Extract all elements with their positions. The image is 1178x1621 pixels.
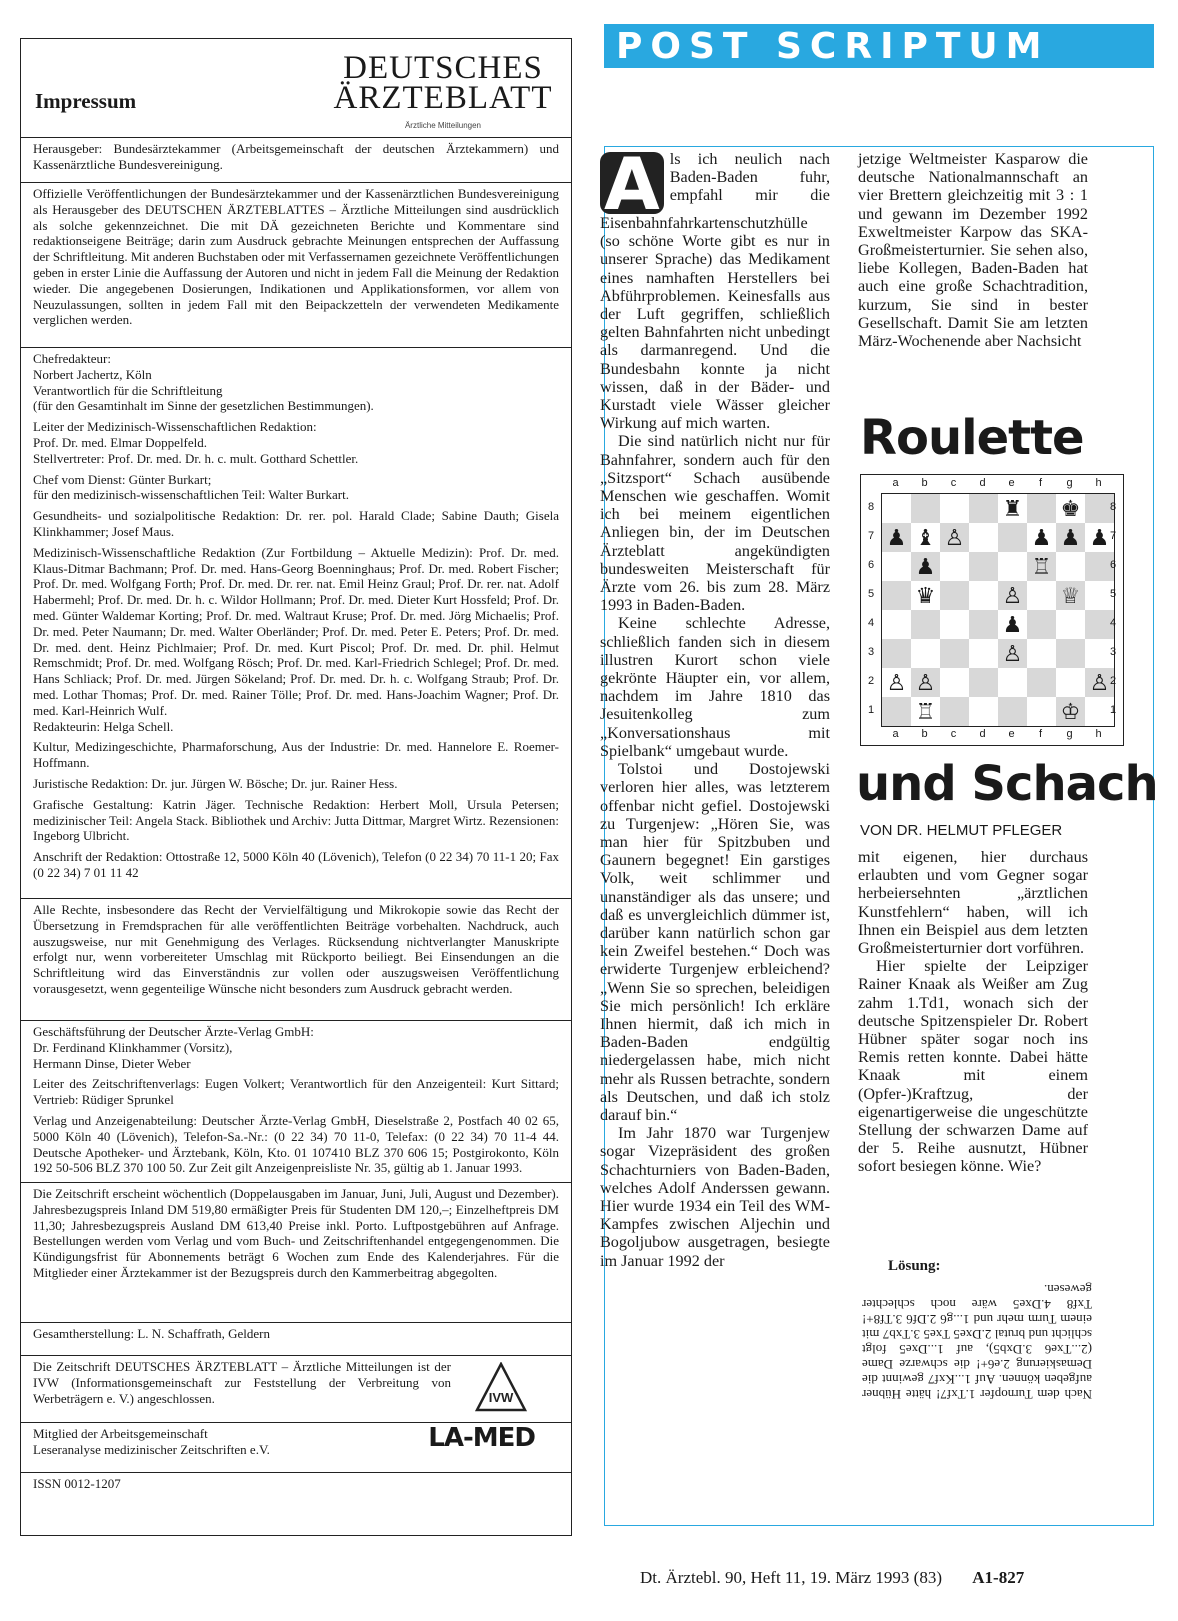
- square-e8: ♜: [998, 494, 1027, 523]
- square-g2: [1056, 668, 1085, 697]
- square-b8: [911, 494, 940, 523]
- management-text: Geschäftsführung der Deutscher Ärzte-Verlag GmbH: Dr. Ferdinand Klinkhammer (Vorsitz), Hermann Dinse, Dieter Weber: [33, 1024, 314, 1071]
- headline-und-schach: und Schach: [856, 756, 1158, 812]
- square-e7: [998, 523, 1027, 552]
- rank-label: 5: [1109, 588, 1117, 600]
- issn-text: ISSN 0012-1207: [33, 1476, 121, 1491]
- graphics-text: Grafische Gestaltung: Katrin Jäger. Technische Redaktion: Herbert Moll, Ursula Petersen; medizinischer Teil: Angela Stack. Bibliothek und Archiv: Jutta Dittmar, Margret Wirtz. Rezensionen: Ingeborg Ulbricht.: [33, 796, 559, 844]
- file-label: g: [1066, 477, 1073, 489]
- article-paragraph-7: mit eigenen, hier durchaus erlaubten und vom Gegner sogar herbeiersehnten „ärztlichen Kunstfehlern“ haben, will ich Ihnen ein Beispiel aus dem letzten Großmeisterturnier dort vorführen.: [858, 848, 1088, 958]
- lamed-section: [21, 1422, 571, 1472]
- square-g5: ♕: [1056, 581, 1085, 610]
- square-b7: ♝: [911, 523, 940, 552]
- square-b4: [911, 610, 940, 639]
- publisher-section: [21, 137, 571, 182]
- file-label: d: [979, 477, 986, 489]
- masthead-line2: ÄRZTEBLATT: [333, 80, 553, 116]
- square-e6: [998, 552, 1027, 581]
- file-label: h: [1095, 477, 1102, 489]
- chess-diagram: [860, 474, 1124, 746]
- rank-label: 7: [1109, 530, 1117, 542]
- file-label: c: [950, 728, 957, 740]
- square-e5: ♙: [998, 581, 1027, 610]
- rights-text: Alle Rechte, insbesondere das Recht der Vervielfältigung und Mikrokopie sowie das Recht der Übersetzung in Fremdsprachen für alle veröffentlichten Beiträge vorbehalten. Nachdruck, auch auszugsweise, nur mit Genehmigung des Verlages. Rücksendung nichtverlangter Manuskripte erfolgt nur, wenn vorbereiteter Umschlag mit Rückporto beiliegt. Bei Einsendungen an die Schriftleitung wird das Einverständnis zur vollen oder auszugsweisen Veröffentlichung vorausgesetzt, wenn gegenteilige Wünsche nicht besonders zum Ausdruck gebracht werden.: [33, 902, 559, 996]
- article-paragraph-1: A ls ich neulich nach Baden-Baden fuhr, empfahl mir die Eisenbahnfahrkartenschutzhülle (so schöne Worte gibt es nur in unserer Sprache) das Medikament eines namhaften Herstellers bei Abführproblemen. Keinesfalls aus der Luft gegriffen, schließlich gelten Bahnfahrten nicht unbedingt als darmanregend. Und die Bundesbahn konnte ja nicht wissen, daß in der Bäder- und Kurstadt viele Wässer gleicher Wirkung auf mich warten.: [600, 142, 830, 433]
- square-d1: [969, 697, 998, 726]
- svg-text:IVW: IVW: [488, 1390, 514, 1405]
- issn-section: [21, 1472, 571, 1536]
- square-b6: ♟: [911, 552, 940, 581]
- author-byline: VON DR. HELMUT PFLEGER: [860, 822, 1063, 839]
- square-g7: ♟: [1056, 523, 1085, 552]
- article-paragraph-8: Hier spielte der Leipziger Rainer Knaak als Weißer am Zug zahm 1.Td1, wonach sich der deutsche Spitzenspieler Dr. Robert Hübner später sogar noch ins Remis retten konnte. Dabei hätte Knaak mit einem (Opfer-)Kraftzug, der eigenartigerweise die ungeschützte Stellung der schwarzen Dame auf der 5. Reihe ausnutzt, Hübner sofort besiegen könne. Wie?: [858, 957, 1088, 1176]
- page-number: A1-827: [972, 1568, 1025, 1587]
- square-a8: [882, 494, 911, 523]
- file-label: f: [1038, 728, 1043, 740]
- publisher-management-section: [21, 1020, 571, 1182]
- square-c7: ♙: [940, 523, 969, 552]
- file-label: a: [892, 477, 899, 489]
- square-b2: ♙: [911, 668, 940, 697]
- square-f3: [1027, 639, 1056, 668]
- masthead-line1: DEUTSCHES: [343, 50, 543, 86]
- file-label: b: [921, 477, 928, 489]
- square-c2: [940, 668, 969, 697]
- rank-label: 4: [1109, 617, 1117, 629]
- impressum-title: Impressum: [35, 89, 137, 113]
- square-a4: [882, 610, 911, 639]
- square-f8: [1027, 494, 1056, 523]
- official-notice-section: [21, 182, 571, 347]
- square-a5: [882, 581, 911, 610]
- magazine-director-text: Leiter des Zeitschriftenverlags: Eugen Volkert; Verantwortlich für den Anzeigenteil: Kurt Sittard; Vertrieb: Rüdiger Sprunkel: [33, 1076, 559, 1108]
- square-g1: ♔: [1056, 697, 1085, 726]
- lamed-text: Mitglied der Arbeitsgemeinschaft Leseranalyse medizinischer Zeitschriften e.V.: [33, 1426, 270, 1457]
- square-e4: ♟: [998, 610, 1027, 639]
- square-d4: [969, 610, 998, 639]
- square-c3: [940, 639, 969, 668]
- solution-title: Lösung:: [888, 1258, 941, 1274]
- square-a1: [882, 697, 911, 726]
- square-b1: ♖: [911, 697, 940, 726]
- rights-section: [21, 898, 571, 1020]
- square-c1: [940, 697, 969, 726]
- board-files-bottom: [881, 728, 1113, 740]
- ivw-triangle-icon: [475, 1362, 527, 1414]
- article-column-2-top: [858, 150, 1088, 350]
- rank-label: 2: [867, 675, 875, 687]
- article-paragraph-3: Keine schlechte Adresse, schließlich fanden sich in diesem illustren Kurort schon viele gekrönte Häupter ein, vor allem, nachdem im Jahre 1810 das Jesuitenkolleg zum „Konversationshaus mit Spielbank“ umgebaut wurde.: [600, 614, 830, 760]
- square-f4: [1027, 610, 1056, 639]
- legal-editorial-text: Juristische Redaktion: Dr. jur. Jürgen W. Bösche; Dr. jur. Rainer Hess.: [33, 775, 398, 791]
- subscription-text: Die Zeitschrift erscheint wöchentlich (Doppelausgaben im Januar, Juni, Juli, August und Dezember). Jahresbezugspreis Inland DM 519,80 ermäßigter Preis für Studenten DM 120,–; Einzelheftpreis DM 11,30; Jahresbezugspreis Ausland DM 613,40 Preise inkl. Porto. Luftpostgebühren auf Anfrage. Bestellungen werden vom Verlag und vom Buch- und Zeitschriftenhandel entgegengenommen. Die Kündigungsfrist für Abonnements beträgt 6 Wochen zum Ende des Kalenderjahres. Für die Mitglieder einer Ärztekammer ist der Bezugspreis durch den Kammerbeitrag abgegolten.: [33, 1186, 559, 1280]
- rank-label: 2: [1109, 675, 1117, 687]
- file-label: h: [1095, 728, 1102, 740]
- drop-cap: A: [600, 152, 664, 214]
- square-c6: [940, 552, 969, 581]
- post-scriptum-title: POST SCRIPTUM: [616, 26, 1050, 67]
- rank-label: 4: [867, 617, 875, 629]
- rank-label: 3: [867, 646, 875, 658]
- article-paragraph-6: jetzige Weltmeister Kasparow die deutsche Nationalmannschaft an vier Brettern gleichzeitig mit 3 : 1 und gewann im Dezember 1992 Exweltmeister Karpow das SKA-Großmeisterturnier. Sie sehen also, liebe Kollegen, Baden-Baden hat auch eine große Schachtradition, kurzum, Sie sind in bester Gesellschaft. Damit Sie am letzten März-Wochenende aber Nachsicht: [858, 150, 1088, 351]
- publisher-address-text: Verlag und Anzeigenabteilung: Deutscher Ärzte-Verlag GmbH, Dieselstraße 2, Postfach 40 02 65, 5000 Köln 40 (Lövenich), Telefon-Sa.-Nr.: (0 22 34) 70 11-0, Telefax: (0 22 34) 70 11-4 44. Deutsche Apotheker- und Ärztebank, Köln, Kto. 01 107410 BLZ 370 606 15; Postgirokonto, Köln 192 50-506 BLZ 370 100 50. Zur Zeit gilt Anzeigenpreisliste Nr. 35, gültig ab 1. Januar 1993.: [33, 1112, 559, 1176]
- rank-label: 6: [867, 559, 875, 571]
- file-label: b: [921, 728, 928, 740]
- article-column-1: [600, 142, 830, 1270]
- square-e2: [998, 668, 1027, 697]
- square-d2: [969, 668, 998, 697]
- square-c5: [940, 581, 969, 610]
- masthead: [309, 50, 577, 116]
- square-d8: [969, 494, 998, 523]
- article-column-2-bottom: [858, 848, 1088, 1176]
- subscription-section: [21, 1182, 571, 1322]
- page-footer: [640, 1568, 1024, 1588]
- chief-editor-text: Chefredakteur: Norbert Jachertz, Köln Verantwortlich für die Schriftleitung (für den Gesamtinhalt im Sinne der gesetzlichen Bestimmungen).: [33, 351, 374, 414]
- square-h7: ♟: [1085, 523, 1114, 552]
- square-f5: [1027, 581, 1056, 610]
- impressum-header: [21, 39, 571, 143]
- square-c4: [940, 610, 969, 639]
- editorial-address-text: Anschrift der Redaktion: Ottostraße 12, 5000 Köln 40 (Lövenich), Telefon (0 22 34) 70 11-1 20; Fax (0 22 34) 7 01 11 42: [33, 849, 559, 880]
- square-b5: ♛: [911, 581, 940, 610]
- file-label: f: [1038, 477, 1043, 489]
- ivw-logo: [475, 1362, 527, 1414]
- rank-label: 8: [1109, 501, 1117, 513]
- square-d3: [969, 639, 998, 668]
- square-a7: ♟: [882, 523, 911, 552]
- impressum-box: [20, 38, 572, 1536]
- masthead-subtitle: Ärztliche Mitteilungen: [404, 121, 482, 130]
- square-g6: [1056, 552, 1085, 581]
- square-c8: [940, 494, 969, 523]
- square-d7: [969, 523, 998, 552]
- scientific-editorial-text: Medizinisch-Wissenschaftliche Redaktion (Zur Fortbildung – Aktuelle Medizin): Prof. Dr. med. Klaus-Ditmar Bachmann; Prof. Dr. med. Hans-Georg Boenninghaus; Prof. Dr. med. Robert Fischer; Prof. Dr. med. Wolfgang Forth; Prof. Dr. med. Dr. rer. nat. Emil Heinz Graul; Prof. Dr. rer. nat. Adolf Habermehl; Prof. Dr. med. Dr. h. c. Wildor Hollmann; Prof. Dr. med. Dieter Kurt Hossfeld; Prof. Dr. med. Günter Waldemar Korting; Prof. Dr. med. Waltraut Kruse; Prof. Dr. med. Jörg Michaelis; Prof. Dr. med. Peter Naumann; Dr. med. Walter Oberländer; Prof. Dr. med. Peter E. Peters; Prof. Dr. med. Dr. med. dent. Heinz Pichlmaier; Prof. Dr. med. Kurt Piscol; Prof. Dr. med. Dr. phil. Helmut Remschmidt; Prof. Dr. med. Wolfgang Rösch; Prof. Dr. med. Karl-Friedrich Schlegel; Prof. Dr. med. Hans Schliack; Prof. Dr. med. Jürgen Sökeland; Prof. Dr. med. Dr. h. c. Wolfgang Straub; Prof. Dr. med. Lothar Thomas; Prof. Dr. med. Rainer Tölle; Prof. Dr. med. Hans-Joachim Wagner; Prof. Dr. med. Karl-Heinrich Wulf. Redakteurin: Helga Schell.: [33, 544, 559, 734]
- board-files-top: [881, 477, 1113, 489]
- footer-citation: Dt. Ärztebl. 90, Heft 11, 19. März 1993 (83): [640, 1568, 942, 1587]
- rank-label: 8: [867, 501, 875, 513]
- production-text: Gesamtherstellung: L. N. Schaffrath, Geldern: [33, 1326, 270, 1341]
- square-f1: [1027, 697, 1056, 726]
- square-f2: [1027, 668, 1056, 697]
- rank-label: 6: [1109, 559, 1117, 571]
- publisher-text: Herausgeber: Bundesärztekammer (Arbeitsgemeinschaft der deutschen Ärztekammern) und Kassenärztliche Bundesvereinigung.: [33, 141, 559, 172]
- rank-label: 7: [867, 530, 875, 542]
- ivw-section: [21, 1355, 571, 1422]
- file-label: g: [1066, 728, 1073, 740]
- official-notice-text: Offizielle Veröffentlichungen der Bundesärztekammer und der Kassenärztlichen Bundesvereinigung als Herausgeber des DEUTSCHEN ÄRZTEBLATTES – Ärztliche Mitteilungen sind ausdrücklich als solche gekennzeichnet. Die mit DÄ gezeichneten Berichte und Kommentare sind redaktionseigene Beiträge; darin zum Ausdruck gebrachte Meinungen entsprechen der Auffassung der Schriftleitung. Mit anderen Buchstaben oder mit Verfassernamen gezeichnete Veröffentlichungen geben in erster Linie die Auffassung der Autoren und nicht in jedem Fall die Meinung der Redaktion wieder. Die angegebenen Dosierungen, Indikationen und Applikationsformen, vor allem von Neuzulassungen, sollten in jedem Fall mit den Beipackzetteln der verwendeten Medikamente verglichen werden.: [33, 186, 559, 328]
- health-policy-text: Gesundheits- und sozialpolitische Redaktion: Dr. rer. pol. Harald Clade; Sabine Dauth; Gisela Klinkhammer; Josef Maus.: [33, 508, 559, 539]
- article-paragraph-2: Die sind natürlich nicht nur für Bahnfahrer, sondern auch für den „Sitzsport“ Schach ausübende Menschen wie geschaffen. Womit ich bei meinem eigentlichen Anliegen bin, der im Deutschen Ärzteblatt angekündigten bundesweiten Meisterschaft für Ärzte vom 26. bis zum 28. März 1993 in Baden-Baden.: [600, 432, 830, 615]
- rank-label: 1: [1109, 704, 1117, 716]
- square-a2: ♙: [882, 668, 911, 697]
- rank-label: 3: [1109, 646, 1117, 658]
- square-e1: [998, 697, 1027, 726]
- square-g4: [1056, 610, 1085, 639]
- square-f6: ♖: [1027, 552, 1056, 581]
- square-h2: ♙: [1085, 668, 1114, 697]
- culture-text: Kultur, Medizingeschichte, Pharmaforschung, Aus der Industrie: Dr. med. Hannelore E. Roemer-Hoffmann.: [33, 739, 559, 771]
- square-g8: ♚: [1056, 494, 1085, 523]
- file-label: d: [979, 728, 986, 740]
- medical-editor-text: Leiter der Medizinisch-Wissenschaftlichen Redaktion: Prof. Dr. med. Elmar Doppelfeld. Stellvertreter: Prof. Dr. med. Dr. h. c. mult. Gotthard Schettler.: [33, 419, 359, 466]
- board-ranks-right: [1107, 493, 1119, 725]
- chess-board-grid: [881, 493, 1115, 727]
- rank-label: 5: [867, 588, 875, 600]
- square-a3: [882, 639, 911, 668]
- headline-roulette: Roulette: [860, 410, 1084, 466]
- file-label: e: [1008, 477, 1015, 489]
- production-section: [21, 1322, 571, 1355]
- square-f7: ♟: [1027, 523, 1056, 552]
- square-e3: ♙: [998, 639, 1027, 668]
- square-b3: [911, 639, 940, 668]
- solution-text-upside-down: Nach dem Turnopfer 1.Txf7! hätte Hübner aufgeben können. Auf 1...Kxf7 gewinnt die Demaskierung 2.e6+! die schwarze Dame (2...Txe6 3.Dxb5), auf 1...Dxe5 folgt schlicht und brutal 2.Dxe5 Txe5 3.Txb7 mit einem Turm mehr und 1...g6 2.Df6 3.Tf8+! Txf8 4.Dxe5 wäre noch schlechter gewesen.: [862, 1282, 1092, 1402]
- editorial-section: [21, 347, 571, 898]
- square-d5: [969, 581, 998, 610]
- square-g3: [1056, 639, 1085, 668]
- board-ranks-left: [865, 493, 877, 725]
- rank-label: 1: [867, 704, 875, 716]
- file-label: e: [1008, 728, 1015, 740]
- lamed-logo: LA-MED: [428, 1423, 535, 1453]
- square-a6: [882, 552, 911, 581]
- square-d6: [969, 552, 998, 581]
- article-paragraph-5: Im Jahr 1870 war Turgenjew sogar Vizepräsident des großen Schachturniers von Baden-Baden, welches Adolf Anderssen gewann. Hier wurde 1934 ein Teil des WM-Kampfes zwischen Aljechin und Bogoljubow ausgetragen, besiegte im Januar 1992 der: [600, 1124, 830, 1270]
- file-label: a: [892, 728, 899, 740]
- ivw-text: Die Zeitschrift DEUTSCHES ÄRZTEBLATT – Ärztliche Mitteilungen ist der IVW (Informationsgemeinschaft zur Feststellung der Verbreitung von Werbeträgern e. V.) angeschlossen.: [33, 1359, 451, 1406]
- article-paragraph-4: Tolstoi und Dostojewski verloren hier alles, was letzterem offenbar nicht gefiel. Dostojewski zu Turgenjew: „Hören Sie, was man hier für Spitzbuben und Gaunern begegnet! Ein garstiges Volk, weit schlimmer und unanständiger als das unsere; und daß es unvergleichlich dümmer ist, darüber kann natürlich schon gar kein Zweifel bestehen.“ Doch was erwiderte Turgenjew erbleichend? „Wenn Sie so sprechen, beleidigen Sie mich persönlich! Ich erkläre Ihnen hiermit, daß ich mich in Baden-Baden endgültig niedergelassen habe, mich nicht mehr als Russen betrachte, sondern als Deutschen, und daß ich stolz darauf bin.“: [600, 760, 830, 1124]
- file-label: c: [950, 477, 957, 489]
- chief-on-duty-text: Chef vom Dienst: Günter Burkart; für den medizinisch-wissenschaftlichen Teil: Walter Burkart.: [33, 471, 349, 503]
